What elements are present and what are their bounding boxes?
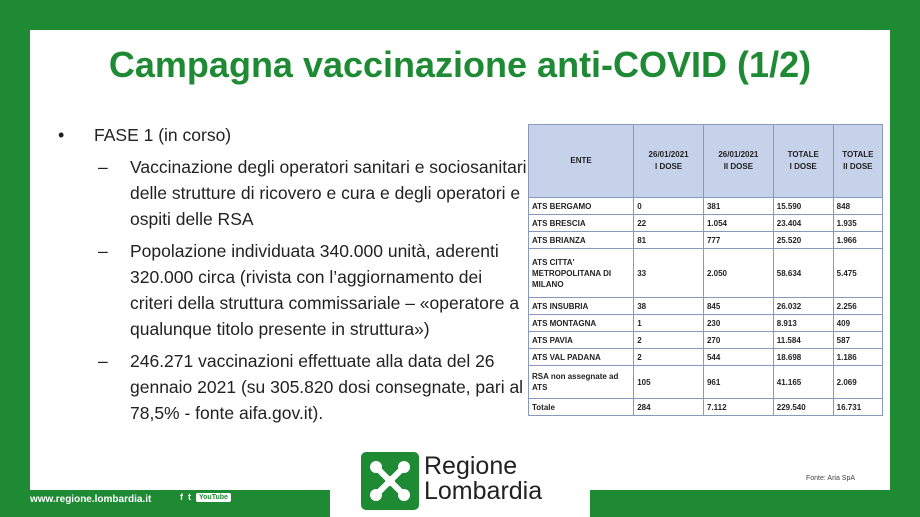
table-cell: 15.590: [773, 198, 833, 215]
dash-icon: –: [98, 157, 108, 177]
table-cell: 7.112: [703, 399, 773, 416]
table-cell: 230: [703, 315, 773, 332]
table-cell: ATS BRIANZA: [529, 232, 634, 249]
table-cell: ATS VAL PADANA: [529, 349, 634, 366]
sub-bullet-item: [98, 348, 528, 426]
table-cell: 41.165: [773, 366, 833, 399]
header-cell: [529, 125, 634, 198]
table-cell: 105: [634, 366, 704, 399]
table-cell: 777: [703, 232, 773, 249]
table-cell: ATS INSUBRIA: [529, 298, 634, 315]
table-row: [529, 315, 883, 332]
table-cell: 2: [634, 349, 704, 366]
source-note: Fonte: Aria SpA: [806, 475, 856, 482]
table-row: [529, 232, 883, 249]
table-cell: 544: [703, 349, 773, 366]
bullet-icon: •: [58, 125, 65, 145]
table-row: [529, 349, 883, 366]
brand-name: [424, 454, 542, 504]
dash-icon: –: [98, 241, 108, 261]
table-total-row: [529, 399, 883, 416]
table-cell: 409: [833, 315, 882, 332]
table-cell: 2.256: [833, 298, 882, 315]
table-cell: 33: [634, 249, 704, 298]
header-cell: [634, 125, 704, 198]
sub-bullet-item: [98, 238, 528, 342]
table-cell: 81: [634, 232, 704, 249]
table-cell: 848: [833, 198, 882, 215]
header-label: 26/01/2021 I DOSE: [648, 150, 689, 171]
table-row: [529, 298, 883, 315]
table-cell: 8.913: [773, 315, 833, 332]
sub-bullet-text: 246.271 vaccinazioni effettuate alla data del 26 gennaio 2021 (su 305.820 dosi consegnate, pari al 78,5% - fonte aifa.gov.it).: [130, 351, 524, 423]
sub-bullet-item: [98, 154, 528, 232]
table-cell: 11.584: [773, 332, 833, 349]
table-cell: 587: [833, 332, 882, 349]
social-links: [180, 492, 231, 502]
table-cell: 18.698: [773, 349, 833, 366]
table-cell: ATS MONTAGNA: [529, 315, 634, 332]
regione-lombardia-logo-icon: [361, 452, 419, 510]
table-cell: 2.069: [833, 366, 882, 399]
brand-line2: Lombardia: [424, 477, 543, 505]
table-cell: 1: [634, 315, 704, 332]
table-cell: 58.634: [773, 249, 833, 298]
table-row: [529, 332, 883, 349]
table-cell: ATS BRESCIA: [529, 215, 634, 232]
table-header-row: [529, 125, 883, 198]
table-cell: 5.475: [833, 249, 882, 298]
table-cell: 381: [703, 198, 773, 215]
header-label: TOTALE II DOSE: [842, 150, 874, 171]
table-cell: 2.050: [703, 249, 773, 298]
header-label: ENTE: [570, 156, 592, 165]
table-cell: ATS BERGAMO: [529, 198, 634, 215]
table-row: [529, 249, 883, 298]
table-cell: 845: [703, 298, 773, 315]
table-row: [529, 366, 883, 399]
header-cell: [703, 125, 773, 198]
table-row: [529, 198, 883, 215]
header-label: TOTALE I DOSE: [787, 150, 819, 171]
header-cell: [833, 125, 882, 198]
dash-icon: –: [98, 351, 108, 371]
bullet-list: [58, 122, 528, 426]
table-cell: Totale: [529, 399, 634, 416]
website-link[interactable]: www.regione.lombardia.it: [30, 494, 152, 505]
table-cell: 1.935: [833, 215, 882, 232]
table-cell: 1.054: [703, 215, 773, 232]
brand-line1: Regione: [424, 452, 518, 480]
table-cell: 16.731: [833, 399, 882, 416]
sub-bullet-text: Vaccinazione degli operatori sanitari e sociosanitari delle strutture di ricovero e cura e degli operatori e ospiti delle RSA: [130, 157, 527, 229]
table-cell: 961: [703, 366, 773, 399]
twitter-icon[interactable]: t: [188, 492, 191, 502]
table-cell: 1.186: [833, 349, 882, 366]
table-cell: 270: [703, 332, 773, 349]
table-cell: 229.540: [773, 399, 833, 416]
table-cell: RSA non assegnate ad ATS: [529, 366, 634, 399]
table-cell: ATS CITTA' METROPOLITANA DI MILANO: [529, 249, 634, 298]
table-cell: 284: [634, 399, 704, 416]
bullet-item: [58, 122, 528, 148]
youtube-icon[interactable]: YouTube: [196, 493, 231, 502]
table-cell: ATS PAVIA: [529, 332, 634, 349]
table-cell: 26.032: [773, 298, 833, 315]
table-cell: 25.520: [773, 232, 833, 249]
table-cell: 1.966: [833, 232, 882, 249]
table-cell: 22: [634, 215, 704, 232]
slide-title: Campagna vaccinazione anti-COVID (1/2): [108, 44, 812, 85]
sub-bullet-text: Popolazione individuata 340.000 unità, aderenti 320.000 circa (rivista con l’aggiornamento dei criteri della struttura commissariale – «operatore a qualunque titolo presente in struttura»): [130, 241, 520, 339]
facebook-icon[interactable]: f: [180, 492, 183, 502]
vaccination-table: [528, 124, 883, 416]
table-cell: 2: [634, 332, 704, 349]
header-cell: [773, 125, 833, 198]
bullet-text: FASE 1 (in corso): [94, 125, 232, 145]
table-row: [529, 215, 883, 232]
table-cell: 38: [634, 298, 704, 315]
header-label: 26/01/2021 II DOSE: [718, 150, 759, 171]
table-cell: 0: [634, 198, 704, 215]
table-cell: 23.404: [773, 215, 833, 232]
